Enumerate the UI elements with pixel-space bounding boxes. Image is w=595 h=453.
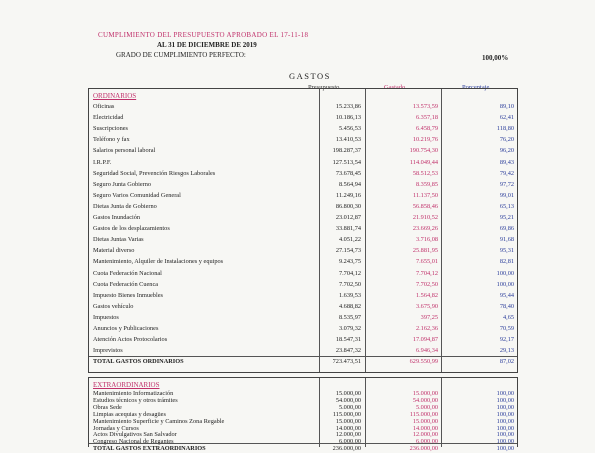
cell-concepto: Teléfono y fax [93,136,130,144]
cell-presupuesto: 115.000,00 [332,410,361,418]
table-row [89,280,517,289]
cell-gastado: 1.564,82 [415,291,438,299]
ordinarios-total-row [89,357,517,366]
cell-gastado: 397,25 [420,313,438,321]
cell-gastado: 21.910,52 [412,214,438,221]
cell-presupuesto: 7.702,50 [338,280,361,288]
cell-porcentaje: 89,43 [499,158,514,166]
table-row [89,313,517,322]
cell-gastado: 11.137,50 [413,191,438,199]
cell-porcentaje: 76,20 [499,136,514,144]
cell-porcentaje: 91,68 [499,236,514,244]
cell-porcentaje: 89,10 [499,103,514,110]
cell-presupuesto: 7.704,12 [338,269,361,277]
cell-gastado: 115.000,00 [409,410,438,418]
cell-gastado: 3.675,90 [415,302,438,310]
section-title: GASTOS [289,71,331,81]
cell-porcentaje: 99,01 [499,191,514,199]
cell-porcentaje: 100,00 [496,424,514,432]
cell-concepto: Impuestos [93,313,119,321]
table-row [89,124,517,133]
cell-presupuesto: 4.051,22 [338,236,361,244]
cell-presupuesto: 4.688,82 [338,302,361,310]
cell-gastado: 6.000,00 [415,438,438,446]
cell-presupuesto: 9.243,75 [338,258,361,266]
cell-gastado: 25.881,95 [412,247,438,255]
cell-gastado: 6.357,18 [415,114,438,122]
cell-concepto: Salarios personal laboral [93,147,156,155]
cell-concepto: Mantenimiento Informatización [93,390,174,397]
cell-presupuesto: 54.000,00 [335,396,361,404]
cell-concepto: Material diverso [93,247,135,255]
cell-porcentaje: 118,80 [496,125,514,133]
table-row [89,246,517,255]
cell-porcentaje: 100,00 [496,417,514,425]
cell-porcentaje: 62,41 [499,114,514,122]
cell-presupuesto: 8.564,94 [338,180,361,188]
table-row [89,269,517,278]
table-row [89,169,517,178]
cell-presupuesto: 10.186,13 [335,114,361,122]
cell-gastado: 6.946,34 [415,347,438,355]
cell-presupuesto: 11.249,16 [336,191,361,199]
cell-concepto: Gastos Inundación [93,214,141,221]
table-row [89,202,517,211]
table-row [89,257,517,266]
cell-concepto: Congreso Nacional de Regantes [93,438,174,446]
cell-porcentaje: 100,00 [496,396,514,404]
cell-porcentaje: 100,00 [496,403,514,411]
cell-presupuesto: 5.000,00 [338,403,361,411]
cell-presupuesto: 18.547,31 [335,336,361,344]
cell-presupuesto: 5.456,53 [338,125,361,133]
cell-gastado: 58.512,53 [412,169,438,177]
cell-presupuesto: 8.535,97 [338,313,361,321]
cell-concepto: Dietas Junta de Gobierno [93,202,157,210]
cell-porcentaje: 78,40 [499,302,514,310]
cell-porcentaje: 100,00 [496,390,514,397]
table-row [89,158,517,167]
cell-porcentaje: 4,65 [502,313,514,321]
table-row [89,346,517,355]
cell-concepto: Cuota Federación Nacional [93,269,162,277]
cell-gastado: 236.000,00 [409,445,438,453]
cell-concepto: Anuncios y Publicaciones [93,325,159,332]
cell-porcentaje: 29,13 [499,347,514,355]
cell-concepto: Atención Actos Protocolarios [93,336,168,344]
table-row [89,135,517,144]
cell-presupuesto: 27.154,73 [335,247,361,255]
cell-presupuesto: 3.079,32 [338,325,361,332]
cell-presupuesto: 86.800,30 [335,202,361,210]
cell-gastado: 13.573,59 [412,103,438,110]
cell-concepto: Seguridad Social, Prevención Riesgos Laborales [93,169,216,177]
cell-presupuesto: 15.000,00 [335,390,361,397]
table-row [89,146,517,155]
cell-porcentaje: 95,21 [499,214,514,221]
cell-gastado: 190.754,30 [409,147,438,155]
cell-gastado: 3.716,08 [415,236,438,244]
cell-concepto: Suscripciones [93,125,128,133]
cell-presupuesto: 13.410,53 [335,136,361,144]
cell-porcentaje: 100,00 [496,445,514,453]
cell-presupuesto: 15.000,00 [335,417,361,425]
cell-concepto: Obras Sede [93,403,122,411]
cell-presupuesto: 6.000,00 [338,438,361,446]
cell-gastado: 6.458,79 [415,125,438,133]
table-row [89,102,517,111]
grade-value: 100,00% [482,54,509,62]
cell-porcentaje: 100,00 [496,269,514,277]
table-row [89,324,517,333]
cell-presupuesto: 23.012,87 [335,214,361,221]
table-row [89,213,517,222]
cell-porcentaje: 69,86 [499,225,514,233]
cell-concepto: Gastos vehículo [93,302,134,310]
report-title: CUMPLIMIENTO DEL PRESUPUESTO APROBADO EL 17-11-18 [98,31,309,39]
cell-concepto: Limpias acequias y desagües [93,410,166,418]
cell-presupuesto: 14.000,00 [335,424,361,432]
extraordinarios-section-title: EXTRAORDINARIOS [93,381,160,389]
cell-gastado: 10.219,76 [412,136,438,144]
extraordinarios-table [88,377,518,453]
cell-gastado: 15.000,00 [412,417,438,425]
cell-concepto: Jornadas y Cursos [93,424,139,432]
table-row [89,113,517,122]
cell-porcentaje: 65,13 [499,202,514,210]
cell-concepto: Oficinas [93,103,115,110]
cell-presupuesto: 33.881,74 [335,225,361,233]
cell-concepto: TOTAL GASTOS ORDINARIOS [93,358,184,366]
cell-gastado: 56.858,46 [412,202,438,210]
cell-concepto: Dietas Juntas Varias [93,236,144,244]
cell-presupuesto: 23.847,32 [335,347,361,355]
ordinarios-section-title: ORDINARIOS [93,92,137,100]
cell-presupuesto: 723.473,51 [332,358,361,366]
cell-gastado: 54.000,00 [412,396,438,404]
cell-concepto: Estudios técnicos y otros trámites [93,396,178,404]
cell-porcentaje: 100,00 [496,410,514,418]
cell-presupuesto: 198.287,37 [332,147,361,155]
cell-porcentaje: 87,02 [499,358,514,366]
cell-concepto: Seguro Junta Gobierno [93,180,152,188]
cell-presupuesto: 236.000,00 [332,445,361,453]
cell-gastado: 23.669,26 [412,225,438,233]
cell-gastado: 2.162,36 [415,325,438,332]
cell-concepto: Seguro Varios Comunidad General [93,191,181,199]
cell-porcentaje: 82,81 [499,258,514,266]
cell-concepto: TOTAL GASTOS EXTRAORDINARIOS [93,445,206,453]
cell-gastado: 114.049,44 [409,158,438,166]
cell-concepto: Actos Divulgativos San Salvador [93,431,177,439]
cell-concepto: Mantenimiento Superficie y Caminos Zona Regable [93,417,225,425]
table-row [89,180,517,189]
table-row [89,235,517,244]
cell-gastado: 17.094,87 [412,336,438,344]
column-header-gastado: Gastado [384,84,406,91]
cell-porcentaje: 100,00 [496,431,514,439]
table-row [89,224,517,233]
cell-porcentaje: 79,42 [499,169,514,177]
cell-gastado: 8.359,85 [415,180,438,188]
cell-porcentaje: 95,44 [499,291,514,299]
cell-concepto: Imprevistos [93,347,123,355]
column-header-porcentaje: Porcentaje [462,84,490,91]
grade-label: GRADO DE CUMPLIMIENTO PERFECTO: [116,51,246,59]
table-row [89,191,517,200]
table-row [89,302,517,311]
cell-porcentaje: 95,31 [499,247,514,255]
column-header-presupuesto: Presupuesto [308,84,340,91]
cell-porcentaje: 96,20 [499,147,514,155]
cell-porcentaje: 100,00 [496,438,514,446]
cell-porcentaje: 97,72 [499,180,514,188]
cell-gastado: 15.000,00 [412,390,438,397]
cell-presupuesto: 15.233,86 [335,103,361,110]
table-row [89,335,517,344]
cell-gastado: 12.000,00 [412,431,438,439]
cell-porcentaje: 70,59 [499,325,514,332]
cell-gastado: 14.000,00 [412,424,438,432]
cell-presupuesto: 127.513,54 [332,158,361,166]
cell-concepto: Impuesto Bienes Inmuebles [93,291,163,299]
cell-gastado: 5.000,00 [415,403,438,411]
cell-presupuesto: 73.678,45 [335,169,361,177]
cell-porcentaje: 100,00 [496,280,514,288]
cell-porcentaje: 92,17 [499,336,514,344]
cell-concepto: Electricidad [93,114,124,122]
cell-presupuesto: 12.000,00 [335,431,361,439]
report-date: AL 31 DE DICIEMBRE DE 2019 [157,41,257,49]
cell-concepto: Gastos de los desplazamientos [93,225,170,233]
cell-concepto: Mantenimiento, Alquiler de Instalaciones y equipos [93,258,224,266]
cell-presupuesto: 1.639,53 [338,291,361,299]
ordinarios-table [88,88,518,373]
cell-gastado: 629.550,99 [409,358,438,366]
cell-gastado: 7.655,01 [415,258,438,266]
cell-gastado: 7.704,12 [415,269,438,277]
cell-concepto: Cuota Federación Cuenca [93,280,159,288]
table-row [89,291,517,300]
cell-concepto: I.R.P.F. [93,158,112,166]
cell-gastado: 7.702,50 [415,280,438,288]
